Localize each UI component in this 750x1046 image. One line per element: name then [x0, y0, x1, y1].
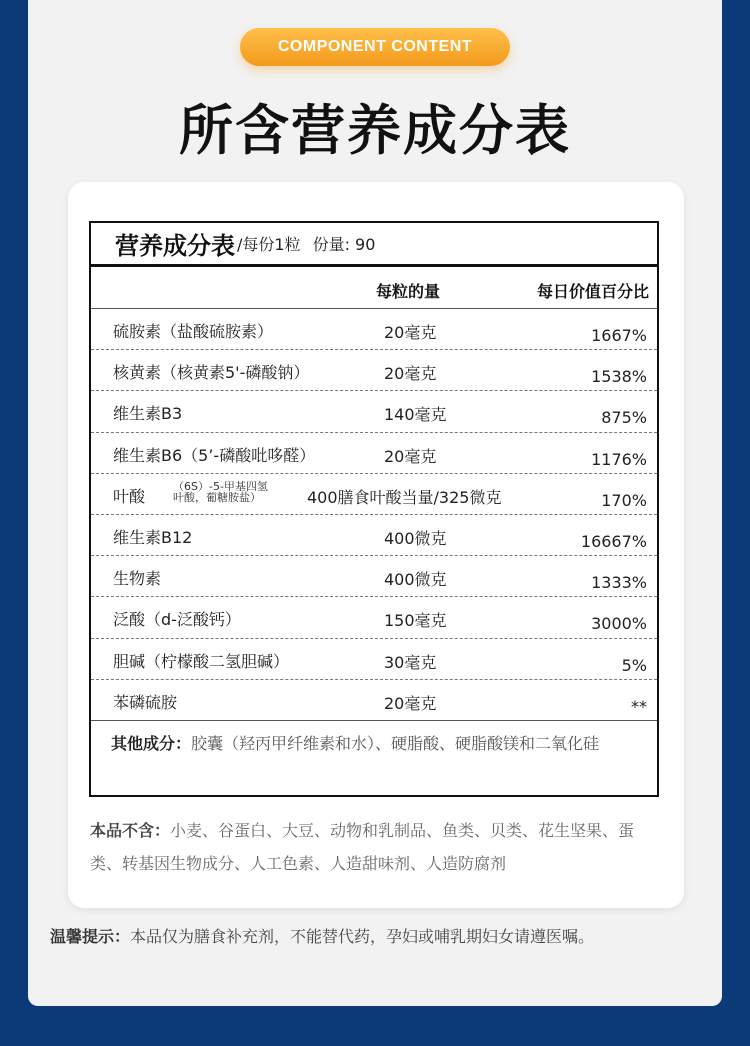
nutrient-amount: 20毫克 [384, 693, 437, 713]
nutrient-dv: 5% [621, 655, 647, 675]
table-row [91, 680, 657, 721]
nutrient-amount: 400微克 [384, 528, 447, 548]
nutrient-amount: 400膳食叶酸当量/325微克 [307, 487, 502, 507]
nutrient-name: 生物素 [113, 569, 162, 589]
nutrient-dv: 16667% [580, 531, 647, 551]
nutrient-amount: 150毫克 [384, 611, 447, 631]
table-row [91, 639, 657, 680]
exclusions-text: 小麦、谷蛋白、大豆、动物和乳制品、鱼类、贝类、花生坚果、蛋类、转基因生物成分、人工色素、人造甜味剂、人造防腐剂 [90, 821, 635, 873]
nutrient-dv: 1538% [591, 367, 647, 387]
nutrition-table [89, 221, 659, 797]
nutrient-name: 胆碱（柠檬酸二氢胆碱） [113, 651, 290, 671]
nutrient-name: 泛酸（d-泛酸钙） [113, 610, 241, 630]
nutrient-amount: 20毫克 [384, 323, 437, 342]
column-header-dv: 每日价值百分比 [536, 282, 649, 301]
other-ingredients [111, 728, 641, 760]
table-row [91, 391, 657, 432]
nutrient-name: 硫胺素（盐酸硫胺素） [113, 322, 274, 341]
table-row [91, 309, 657, 350]
serving-count: 份量: 90 [312, 235, 376, 254]
nutrient-dv: 1333% [591, 573, 647, 593]
nutrient-dv: 1667% [591, 326, 647, 345]
table-row [91, 474, 657, 515]
warm-tip [50, 920, 650, 953]
nutrient-amount: 140毫克 [384, 405, 447, 425]
section-badge: COMPONENT CONTENT [240, 28, 510, 66]
nutrient-name: 核黄素（核黄素5'-磷酸钠） [113, 363, 310, 383]
nutrient-dv: 1176% [591, 449, 647, 469]
nutrient-amount: 30毫克 [384, 652, 437, 672]
column-headers [91, 267, 657, 309]
nutrient-name: 维生素B3 [113, 404, 183, 424]
nutrient-dv: ** [631, 696, 647, 716]
column-header-amount: 每粒的量 [376, 282, 441, 301]
other-ingredients-label: 其他成分： [111, 734, 192, 753]
table-row [91, 350, 657, 391]
warm-tip-label: 温馨提示： [50, 927, 131, 946]
nutrient-name: 维生素B12 [113, 527, 193, 547]
nutrient-amount: 20毫克 [384, 446, 437, 466]
serving-size: /每份1粒 [237, 235, 301, 254]
content-panel [28, 0, 722, 1006]
exclusions [90, 814, 660, 880]
page-title: 所含营养成分表 [179, 99, 571, 162]
nutrition-card [68, 182, 684, 908]
nutrient-name: 苯磷硫胺 [113, 692, 178, 712]
table-row [91, 597, 657, 638]
table-row [91, 515, 657, 556]
warm-tip-text: 本品仅为膳食补充剂，不能替代药，孕妇或哺乳期妇女请遵医嘱。 [130, 927, 595, 946]
table-title: 营养成分表 [115, 232, 235, 260]
nutrient-name: 叶酸 [113, 486, 146, 506]
nutrient-dv: 3000% [591, 614, 647, 634]
nutrient-note-line: （6S）-5-甲基四氢 [173, 479, 268, 493]
table-row [91, 433, 657, 474]
table-header [91, 223, 657, 267]
nutrient-note [173, 481, 268, 503]
nutrient-note-line: 叶酸，葡糖胺盐） [173, 490, 261, 504]
nutrient-dv: 875% [601, 408, 647, 428]
table-row [91, 556, 657, 597]
nutrient-dv: 170% [601, 490, 647, 510]
nutrient-amount: 400微克 [384, 570, 447, 590]
nutrient-amount: 20毫克 [384, 364, 437, 384]
nutrient-name: 维生素B6（5’-磷酸吡哆醛） [113, 445, 316, 465]
other-ingredients-text: 胶囊（羟丙甲纤维素和水）、硬脂酸、硬脂酸镁和二氧化硅 [191, 734, 600, 753]
exclusions-label: 本品不含： [90, 821, 171, 840]
